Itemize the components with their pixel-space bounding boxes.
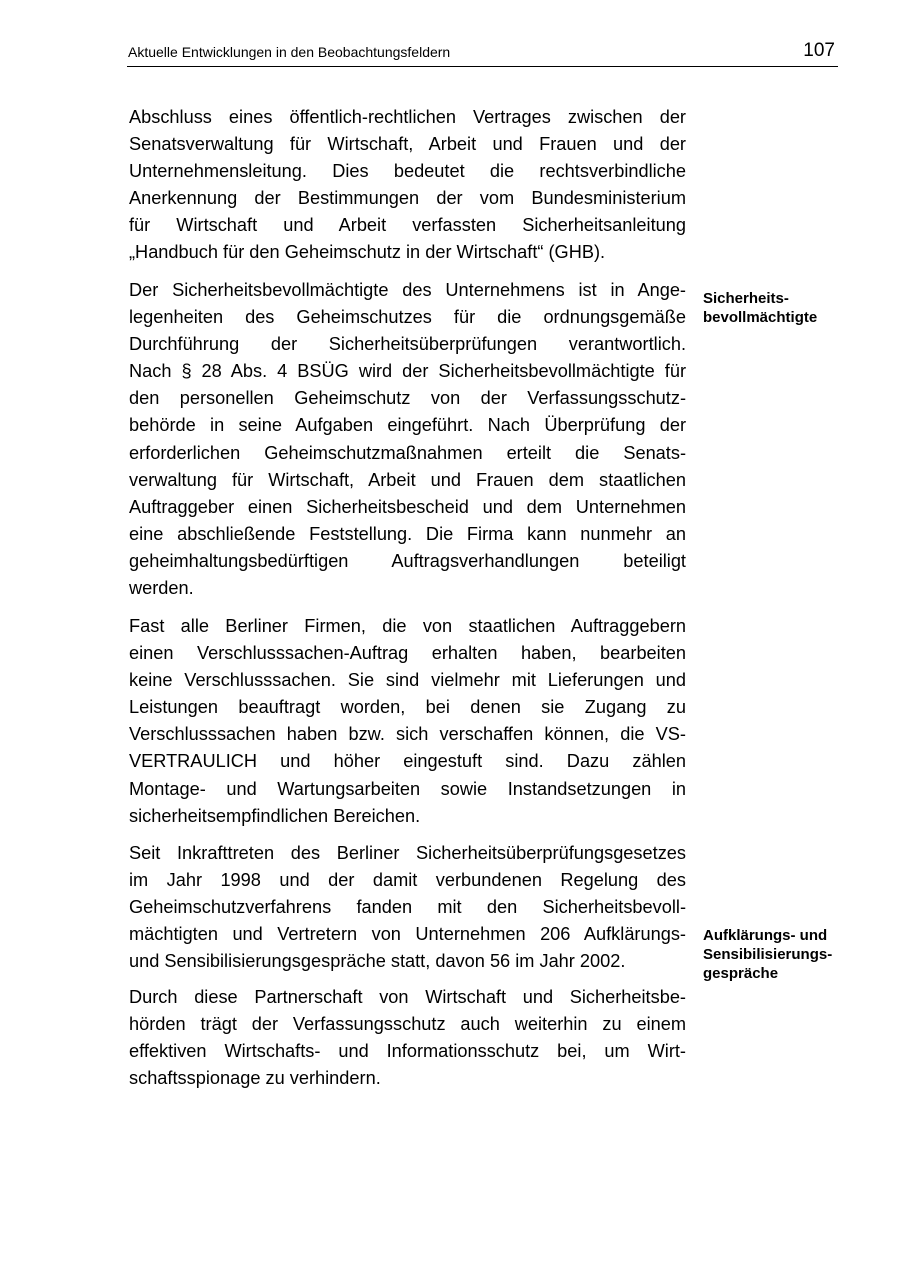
margin-note-line: Aufklärungs- und: [703, 927, 828, 944]
paragraph-line: Durch diese Partnerschaft von Wirtschaft und Sicherheitsbe-: [129, 987, 686, 1007]
paragraph-line: Nach § 28 Abs. 4 BSÜG wird der Sicherheitsbevollmächtigte für: [129, 361, 686, 382]
paragraph-line: behörde in seine Aufgaben eingeführt. Nach Überprüfung der: [129, 415, 686, 436]
margin-note-line: gespräche: [703, 965, 779, 982]
paragraph-line: Durchführung der Sicherheitsüberprüfungen verantwortlich.: [129, 334, 686, 355]
paragraph-line: VERTRAULICH und höher eingestuft sind. Dazu zählen: [129, 751, 686, 772]
paragraph-line: verwaltung für Wirtschaft, Arbeit und Frauen dem staatlichen: [129, 469, 686, 490]
paragraph-3: [129, 613, 686, 830]
margin-note-sicherheitsbevollmaechtigte: [703, 289, 817, 327]
paragraph-line: für Wirtschaft und Arbeit verfassten Sicherheitsanleitung: [129, 215, 686, 236]
paragraph-line: hörden trägt der Verfassungsschutz auch weiterhin zu einem: [129, 1014, 686, 1035]
paragraph-line: legenheiten des Geheimschutzes für die ordnungsgemäße: [129, 307, 686, 328]
paragraph-1: [129, 104, 686, 267]
page-number: 107: [803, 40, 835, 61]
paragraph-line: Verschlusssachen haben bzw. sich verschaffen können, die VS-: [129, 724, 686, 745]
paragraph-line: Montage- und Wartungsarbeiten sowie Instandsetzungen in: [129, 778, 686, 799]
paragraph-line: Auftraggeber einen Sicherheitsbescheid und dem Unternehmen: [129, 496, 686, 517]
paragraph-line: „Handbuch für den Geheimschutz in der Wirtschaft“ (GHB).: [129, 242, 606, 263]
paragraph-line: Seit Inkrafttreten des Berliner Sicherheitsüberprüfungsgesetzes: [129, 843, 686, 863]
paragraph-line: keine Verschlusssachen. Sie sind vielmehr mit Lieferungen und: [129, 670, 686, 691]
paragraph-line: Anerkennung der Bestimmungen der vom Bundesministerium: [129, 188, 686, 209]
paragraph-line: Geheimschutzverfahrens fanden mit den Sicherheitsbevoll-: [129, 897, 686, 918]
margin-note-aufklaerungsgespraeche: [703, 926, 832, 983]
paragraph-line: Unternehmensleitung. Dies bedeutet die rechtsverbindliche: [129, 161, 686, 182]
paragraph-line: den personellen Geheimschutz von der Verfassungsschutz-: [129, 388, 686, 409]
paragraph-line: und Sensibilisierungsgespräche statt, davon 56 im Jahr 2002.: [129, 951, 626, 972]
paragraph-2: [129, 277, 686, 602]
paragraph-line: geheimhaltungsbedürftigen Auftragsverhandlungen beteiligt: [129, 550, 686, 571]
paragraph-line: werden.: [129, 578, 194, 599]
paragraph-4: [129, 840, 686, 975]
margin-note-line: Sicherheits-: [703, 290, 789, 307]
running-header: [127, 38, 838, 67]
paragraph-line: im Jahr 1998 und der damit verbundenen Regelung des: [129, 870, 686, 891]
paragraph-line: eine abschließende Feststellung. Die Firma kann nunmehr an: [129, 523, 686, 544]
paragraph-line: Leistungen beauftragt worden, bei denen sie Zugang zu: [129, 697, 686, 718]
paragraph-5: [129, 984, 686, 1092]
paragraph-line: effektiven Wirtschafts- und Informationsschutz bei, um Wirt-: [129, 1041, 686, 1062]
paragraph-line: sicherheitsempfindlichen Bereichen.: [129, 805, 421, 826]
paragraph-line: einen Verschlusssachen-Auftrag erhalten haben, bearbeiten: [129, 643, 686, 664]
margin-note-line: bevollmächtigte: [703, 309, 818, 326]
paragraph-line: Senatsverwaltung für Wirtschaft, Arbeit und Frauen und der: [129, 134, 686, 155]
paragraph-line: Abschluss eines öffentlich-rechtlichen Vertrages zwischen der: [129, 107, 686, 127]
paragraph-line: mächtigten und Vertretern von Unternehmen 206 Aufklärungs-: [129, 924, 686, 945]
margin-note-line: Sensibilisierungs-: [703, 946, 833, 963]
paragraph-line: Der Sicherheitsbevollmächtigte des Unternehmens ist in Ange-: [129, 280, 686, 300]
paragraph-line: erforderlichen Geheimschutzmaßnahmen erteilt die Senats-: [129, 442, 686, 463]
paragraph-line: Fast alle Berliner Firmen, die von staatlichen Auftraggebern: [129, 616, 686, 636]
header-title: Aktuelle Entwicklungen in den Beobachtungsfeldern: [128, 44, 451, 60]
paragraph-line: schaftsspionage zu verhindern.: [129, 1068, 381, 1089]
